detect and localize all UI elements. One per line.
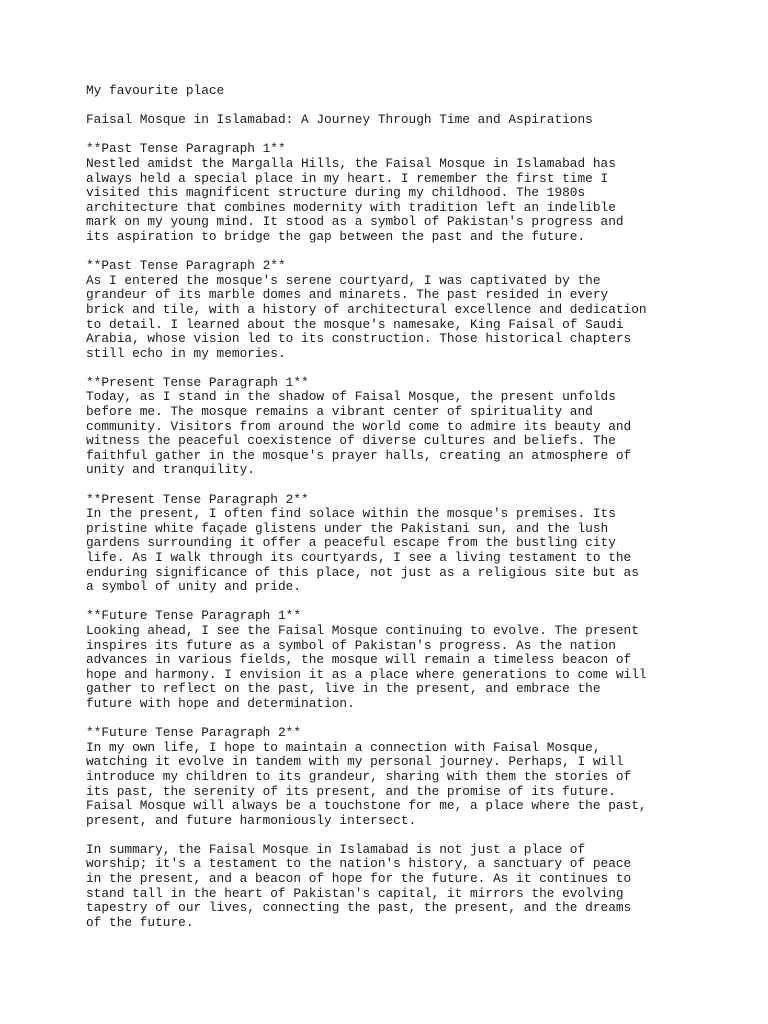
paragraph-line: visited this magnificent structure during my childhood. The 1980s — [86, 185, 586, 201]
paragraph-line: brick and tile, with a history of architectural excellence and dedication — [86, 301, 647, 317]
paragraph-line: Looking ahead, I see the Faisal Mosque continuing to evolve. The present — [86, 622, 639, 638]
paragraph-line: Nestled amidst the Margalla Hills, the Faisal Mosque in Islamabad has — [86, 155, 616, 171]
paragraph-line: In the present, I often find solace within the mosque's premises. Its — [86, 506, 616, 522]
paragraph-line: community. Visitors from around the world come to admire its beauty and — [86, 418, 632, 434]
paragraph-section — [86, 726, 756, 828]
paragraph-line: introduce my children to its grandeur, sharing with them the stories of — [86, 768, 632, 784]
paragraph-line: life. As I walk through its courtyards, I see a living testament to the — [86, 550, 632, 565]
paragraph-line: gather to reflect on the past, live in the present, and embrace the — [86, 681, 601, 697]
paragraph-heading: **Present Tense Paragraph 1** — [86, 374, 309, 390]
paragraph-line: watching it evolve in tandem with my personal journey. Perhaps, I will — [86, 754, 624, 770]
paragraph-line: In my own life, I hope to maintain a connection with Faisal Mosque, — [86, 739, 601, 755]
paragraph-section — [86, 376, 756, 478]
paragraph-line: Faisal Mosque will always be a touchstone for me, a place where the past, — [86, 798, 647, 814]
paragraph-line: its aspiration to bridge the gap between the past and the future. — [86, 228, 586, 244]
paragraph-line: of the future. — [86, 914, 194, 930]
paragraph-line: pristine white façade glistens under the Pakistani sun, and the lush — [86, 520, 609, 536]
paragraph-line: Today, as I stand in the shadow of Faisal Mosque, the present unfolds — [86, 389, 616, 405]
paragraph-line: enduring significance of this place, not just as a religious site but as — [86, 564, 639, 580]
paragraph-line: advances in various fields, the mosque will remain a timeless beacon of — [86, 652, 632, 668]
paragraph-line: gardens surrounding it offer a peaceful escape from the bustling city — [86, 535, 616, 551]
paragraph-line: unity and tranquility. — [86, 462, 255, 478]
paragraph-line: still echo in my memories. — [86, 345, 286, 361]
paragraph-section — [86, 259, 756, 361]
paragraph-line: As I entered the mosque's serene courtyard, I was captivated by the — [86, 272, 601, 288]
paragraph-line: future with hope and determination. — [86, 695, 355, 711]
paragraph-heading: **Future Tense Paragraph 2** — [86, 725, 302, 741]
document-body — [86, 142, 756, 930]
paragraph-section — [86, 843, 756, 931]
paragraph-line: always held a special place in my heart. I remember the first time I — [86, 170, 609, 186]
paragraph-line: hope and harmony. I envision it as a place where generations to come will — [86, 666, 647, 682]
paragraph-section — [86, 609, 756, 711]
paragraph-line: tapestry of our lives, connecting the past, the present, and the dreams — [86, 900, 632, 916]
paragraph-line: its past, the serenity of its present, and the promise of its future. — [86, 783, 616, 799]
paragraph-line: grandeur of its marble domes and minarets. The past resided in every — [86, 287, 609, 303]
paragraph-heading: **Past Tense Paragraph 2** — [86, 258, 286, 274]
document-title: My favourite place — [86, 83, 225, 98]
paragraph-line: before me. The mosque remains a vibrant center of spirituality and — [86, 404, 593, 420]
paragraph-line: inspires its future as a symbol of Pakistan's progress. As the nation — [86, 637, 616, 653]
paragraph-line: in the present, and a beacon of hope for the future. As it continues to — [86, 871, 632, 887]
document-subtitle: Faisal Mosque in Islamabad: A Journey Through Time and Aspirations — [86, 112, 593, 128]
paragraph-section — [86, 142, 756, 244]
document-page — [86, 84, 756, 930]
paragraph-line: Arabia, whose vision led to its construction. Those historical chapters — [86, 331, 632, 347]
paragraph-heading: **Present Tense Paragraph 2** — [86, 491, 309, 507]
paragraph-line: a symbol of unity and pride. — [86, 579, 302, 595]
paragraph-heading: **Future Tense Paragraph 1** — [86, 608, 302, 624]
paragraph-heading: **Past Tense Paragraph 1** — [86, 141, 286, 157]
paragraph-line: stand tall in the heart of Pakistan's capital, it mirrors the evolving — [86, 885, 624, 901]
paragraph-line: faithful gather in the mosque's prayer halls, creating an atmosphere of — [86, 447, 632, 463]
paragraph-line: architecture that combines modernity with tradition left an indelible — [86, 199, 616, 215]
paragraph-line: present, and future harmoniously intersect. — [86, 812, 417, 828]
paragraph-line: witness the peaceful coexistence of diverse cultures and beliefs. The — [86, 433, 616, 449]
paragraph-line: In summary, the Faisal Mosque in Islamabad is not just a place of — [86, 841, 586, 857]
paragraph-section — [86, 493, 756, 595]
paragraph-line: mark on my young mind. It stood as a symbol of Pakistan's progress and — [86, 214, 624, 230]
paragraph-line: worship; it's a testament to the nation's history, a sanctuary of peace — [86, 856, 632, 872]
paragraph-line: to detail. I learned about the mosque's namesake, King Faisal of Saudi — [86, 316, 624, 332]
